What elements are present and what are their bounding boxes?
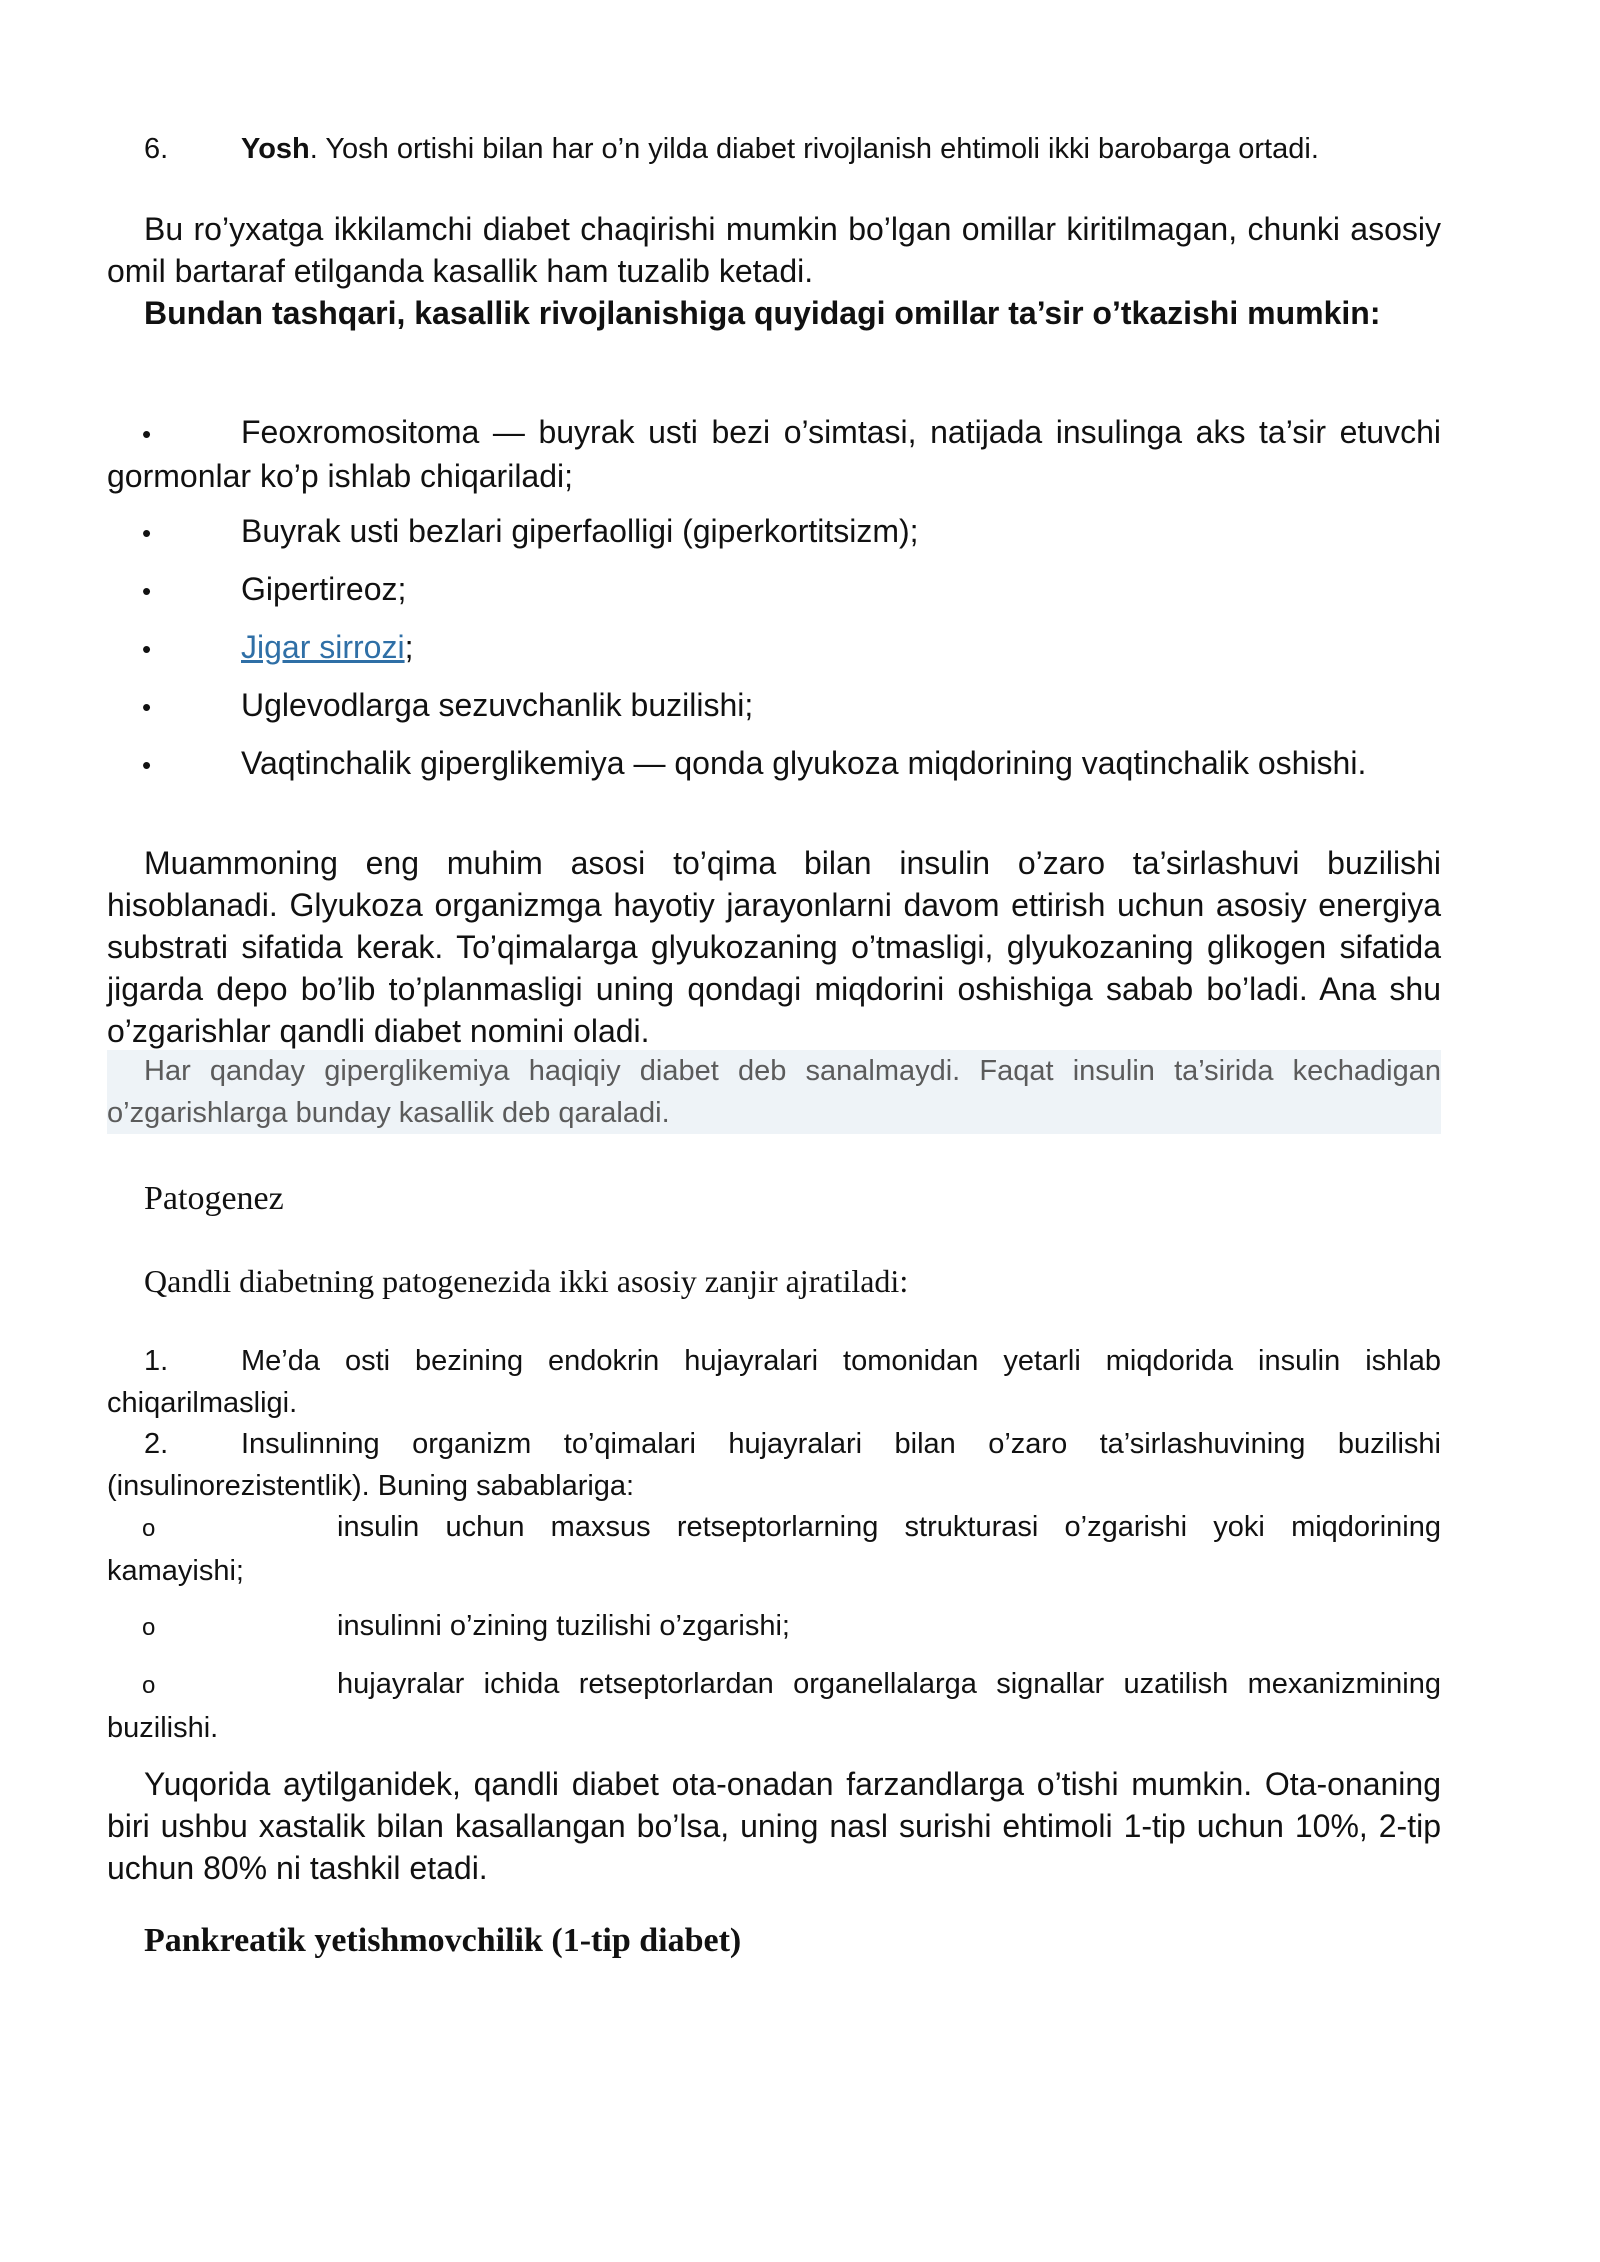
heading-patogenez: Patogenez	[144, 1180, 284, 1217]
paragraph-bold-intro: Bundan tashqari, kasallik rivojlanishiga quyidagi omillar ta’sir o’tkazishi mumkin:	[144, 295, 1381, 331]
paragraph-muammo: Muammoning eng muhim asosi to’qima bilan insulin o’zaro ta’sirlashuvi buzilishi hisoblanadi. Glyukoza organizmga hayotiy jarayonlarni davom ettirish uchun asosiy energiya substrati sifatida kerak. To’qimalarga glyukozaning o’tmasligi, glyukozaning glikogen sifatida jigarda depo bo’lib to’planmasligi uning qondagi miqdorini oshishiga sabab bo’ladi. Ana shu o’zgarishlar qandli diabet nomini oladi.	[107, 845, 1441, 1049]
list-number: 2.	[144, 1428, 169, 1460]
bullet-text: Buyrak usti bezlari giperfaolligi (giperkortitsizm);	[241, 513, 919, 549]
highlighted-note: Har qanday giperglikemiya haqiqiy diabet deb sanalmaydi. Faqat insulin ta’sirida kechadigan o’zgarishlarga bunday kasallik deb qaraladi.	[107, 1050, 1441, 1134]
sub-text: hujayralar ichida retseptorlardan organellalarga signallar uzatilish mexanizmining buzilishi.	[107, 1668, 1441, 1744]
bullet-suffix: ;	[404, 629, 414, 665]
sub-item-3	[107, 1663, 1441, 1749]
sub-item-2	[107, 1605, 1441, 1649]
bullet-item-5	[107, 684, 1441, 728]
bullet-text: Feoxromositoma — buyrak usti bezi o’simtasi, natijada insulinga aks ta’sir etuvchi gormonlar ko’p ishlab chiqariladi;	[107, 414, 1441, 494]
sub-marker: o	[142, 1515, 156, 1542]
jigar-sirrozi-link[interactable]: Jigar sirrozi	[241, 629, 405, 665]
sub-text: insulin uchun maxsus retseptorlarning strukturasi o’zgarishi yoki miqdorining kamayishi;	[107, 1511, 1441, 1587]
numbered-item-2	[107, 1423, 1441, 1507]
list-item-text: . Yosh ortishi bilan har o’n yilda diabet rivojlanish ehtimoli ikki barobarga ortadi.	[309, 133, 1319, 165]
bullet-marker: •	[142, 750, 152, 780]
paragraph-omillar: Bu ro’yxatga ikkilamchi diabet chaqirishi mumkin bo’lgan omillar kiritilmagan, chunki asosiy omil bartaraf etilganda kasallik ham tuzalib ketadi.	[107, 211, 1441, 289]
heading-pankreatik: Pankreatik yetishmovchilik (1-tip diabet)	[144, 1922, 742, 1959]
sub-text: insulinni o’zining tuzilishi o’zgarishi;	[337, 1610, 790, 1642]
bullet-item-6	[107, 742, 1441, 786]
bullet-item-3	[107, 568, 1441, 612]
bullet-marker: •	[142, 518, 152, 548]
bullet-text: Uglevodlarga sezuvchanlik buzilishi;	[241, 687, 754, 723]
list-text: Me’da osti bezining endokrin hujayralari tomonidan yetarli miqdorida insulin ishlab chiqarilmasligi.	[107, 1345, 1441, 1419]
list-item-bold: Yosh	[241, 133, 310, 165]
bullet-item-4	[107, 626, 1441, 670]
numbered-item-1	[107, 1340, 1441, 1424]
list-item-6	[107, 128, 1441, 170]
sub-marker: o	[142, 1614, 156, 1641]
bullet-marker: •	[142, 692, 152, 722]
bullet-marker: •	[142, 576, 152, 606]
sub-marker: o	[142, 1672, 156, 1699]
sub-item-1	[107, 1506, 1441, 1592]
bullet-item-1	[107, 411, 1441, 497]
bullet-text: Gipertireoz;	[241, 571, 407, 607]
paragraph-patogenez-intro: Qandli diabetning patogenezida ikki asosiy zanjir ajratiladi:	[144, 1263, 909, 1299]
bullet-marker: •	[142, 634, 152, 664]
bullet-marker: •	[142, 419, 152, 449]
bullet-item-2	[107, 510, 1441, 554]
bullet-text: Vaqtinchalik giperglikemiya — qonda glyukoza miqdorining vaqtinchalik oshishi.	[241, 745, 1367, 781]
list-number: 1.	[144, 1345, 169, 1377]
list-text: Insulinning organizm to’qimalari hujayralari bilan o’zaro ta’sirlashuvining buzilishi (insulinorezistentlik). Buning sabablariga:	[107, 1428, 1441, 1502]
list-number: 6.	[144, 133, 169, 165]
paragraph-irsiyat: Yuqorida aytilganidek, qandli diabet ota-onadan farzandlarga o’tishi mumkin. Ota-onaning biri ushbu xastalik bilan kasallangan bo’lsa, uning nasl surishi ehtimoli 1-tip uchun 10%, 2-tip uchun 80% ni tashkil etadi.	[107, 1766, 1441, 1886]
